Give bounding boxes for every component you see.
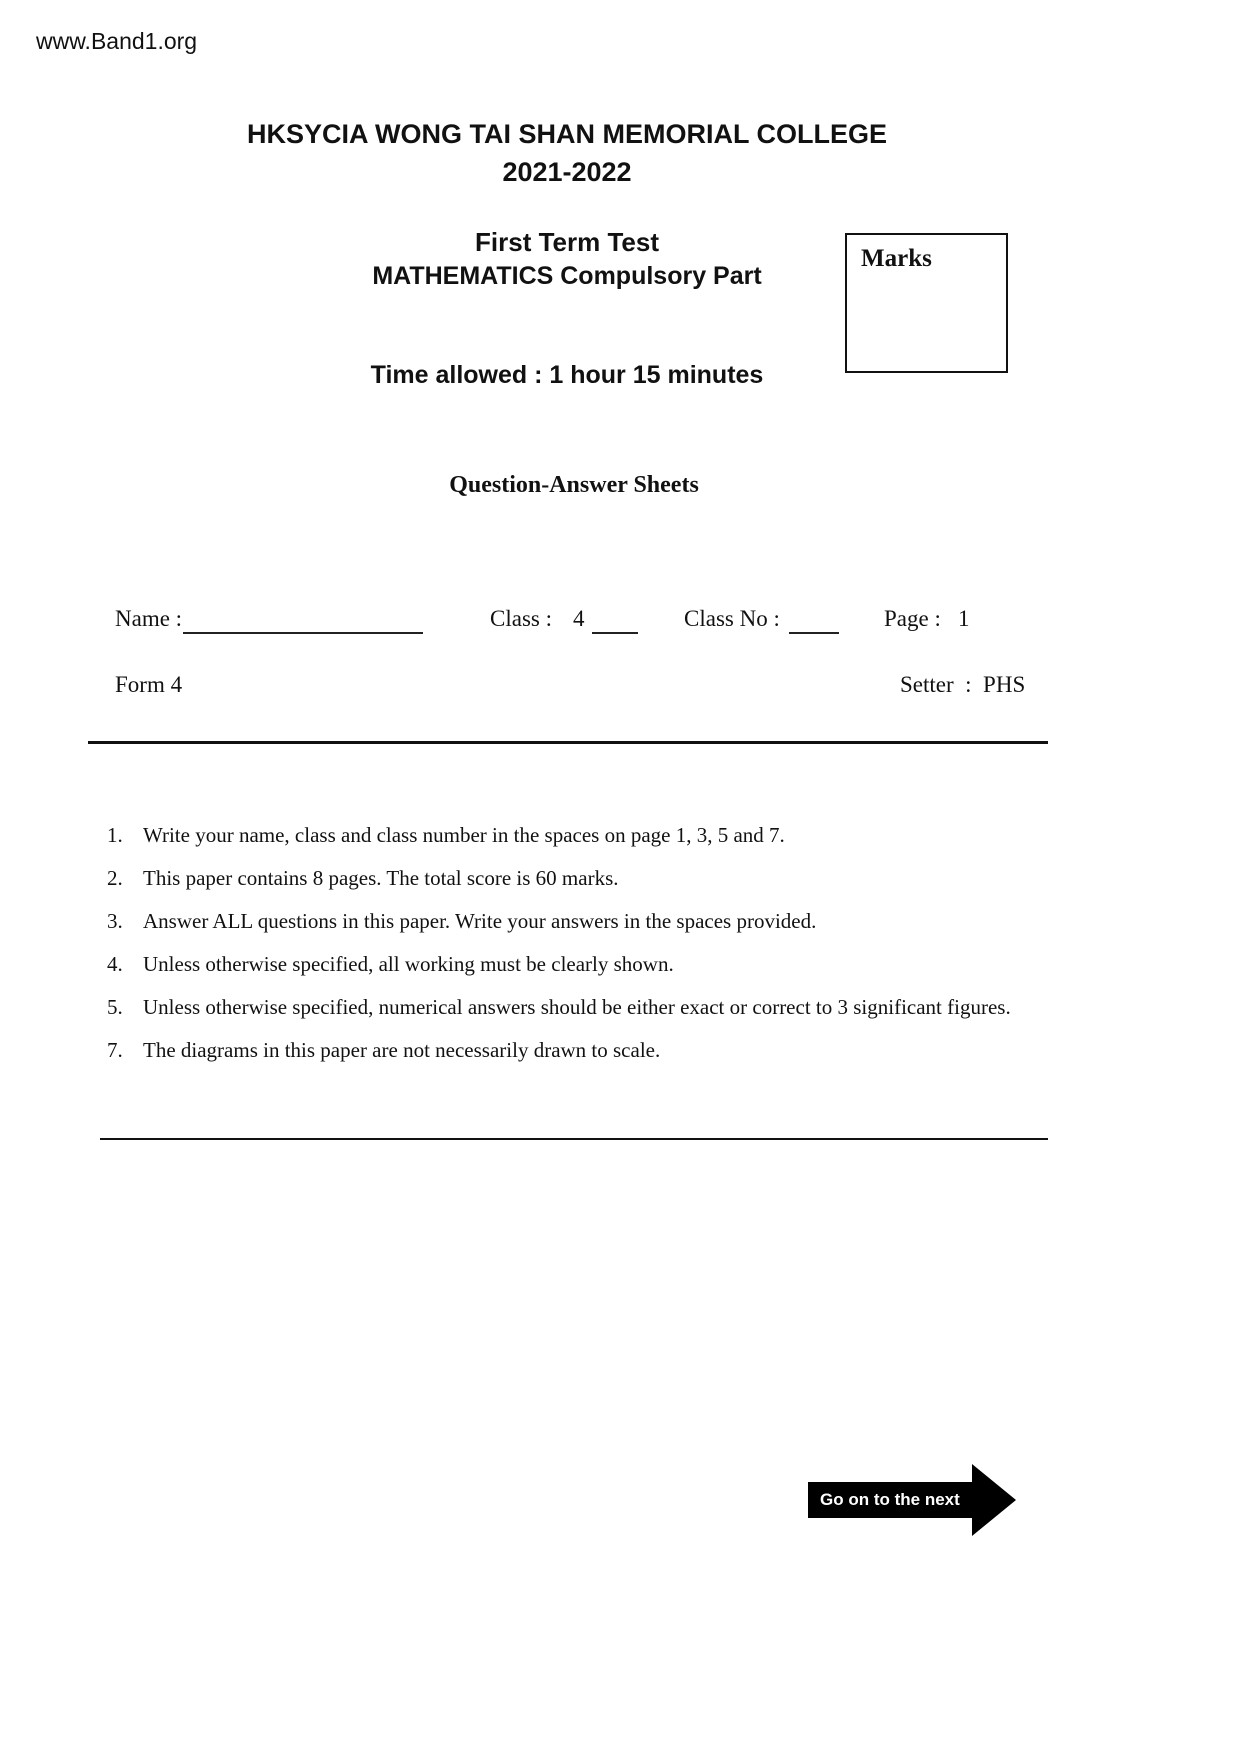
setter-label: Setter : PHS [900,672,1026,697]
student-info-row [0,606,1240,640]
instruction-text: Unless otherwise specified, numerical answers should be either exact or correct to 3 significant figures. [143,995,1011,1019]
class-value: 4 [573,606,585,631]
test-title: First Term Test [475,227,659,257]
instruction-number: 1. [107,823,123,847]
time-allowed: Time allowed : 1 hour 15 minutes [370,361,764,389]
class-label: Class : [490,606,552,631]
class-no-blank-line [789,606,839,634]
marks-label: Marks [861,245,932,272]
instruction-item [107,906,1012,937]
divider-thick [88,741,1048,744]
instruction-text: Unless otherwise specified, all working must be clearly shown. [143,952,674,976]
school-name: HKSYCIA WONG TAI SHAN MEMORIAL COLLEGE [247,119,887,149]
instruction-item [107,1035,1012,1066]
watermark-url: www.Band1.org [36,28,198,54]
instruction-text: This paper contains 8 pages. The total score is 60 marks. [143,866,619,890]
page-label: Page : [884,606,941,631]
instruction-number: 7. [107,1038,123,1062]
instruction-item [107,949,1012,980]
class-blank-line [592,606,638,634]
instruction-text: Write your name, class and class number in the spaces on page 1, 3, 5 and 7. [143,823,785,847]
form-label: Form 4 [115,672,183,697]
divider-thin [100,1138,1048,1140]
instruction-item [107,863,1012,894]
class-no-label: Class No : [684,606,780,631]
name-label: Name : [115,606,183,631]
instruction-text: Answer ALL questions in this paper. Write your answers in the spaces provided. [143,909,817,933]
instructions-list [107,820,1012,1078]
instruction-text: The diagrams in this paper are not necessarily drawn to scale. [143,1038,661,1062]
page-number: 1 [958,606,970,631]
go-on-to-next-label: Go on to the next [808,1482,972,1518]
school-year: 2021-2022 [502,157,632,187]
right-arrow-icon [972,1464,1016,1536]
instruction-number: 2. [107,866,123,890]
go-to-next-page-marker [808,1464,1016,1536]
instruction-item [107,820,1012,851]
marks-box [845,233,1008,373]
form-setter-row [0,672,1240,706]
subject-title: MATHEMATICS Compulsory Part [372,262,762,290]
instruction-number: 5. [107,995,123,1019]
instruction-item [107,992,1012,1023]
instruction-number: 4. [107,952,123,976]
name-blank-line [183,606,423,634]
instruction-number: 3. [107,909,123,933]
sheet-title: Question-Answer Sheets [449,472,699,498]
